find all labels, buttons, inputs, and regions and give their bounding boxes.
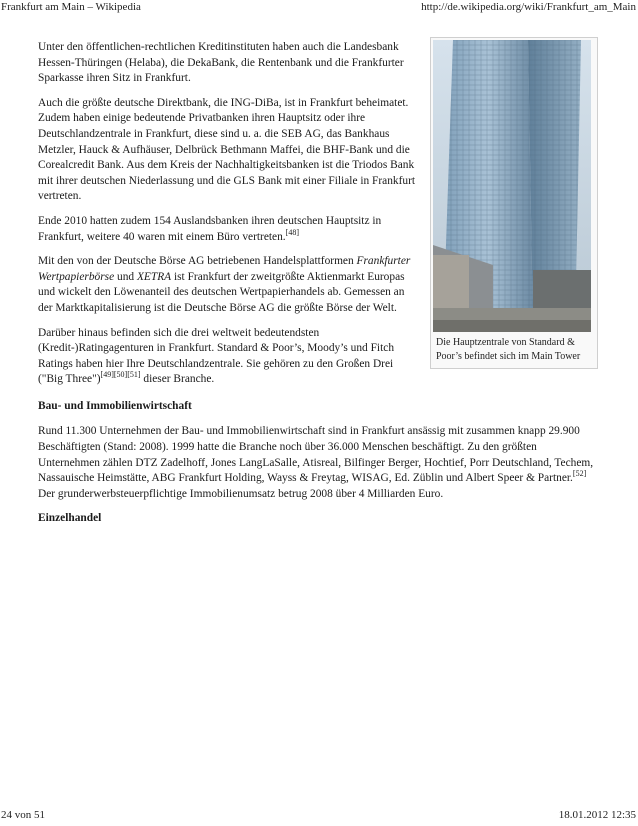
paragraph-private-banks: Auch die größte deutsche Direktbank, die ING-DiBa, ist in Frankfurt beheimatet. Zudem haben einige bedeutende Privatbanken ihren Hauptsitz oder ihre Deutschlandzentrale in Frankfurt, diese sind u. a. die SEB AG, das Bankhaus Metzler, Hauck & Aufhäuser, Delbrück Bethmann Maffei, die BHF-Bank und die Corealcredit Bank. Aus dem Kreis der Nachhaltigkeitsbanken ist die Triodos Bank mit ihrer deutschen Niederlassung und die GLS Bank mit einer Filiale in Frankfurt vertreten. bbox=[38, 96, 416, 203]
print-header bbox=[0, 0, 638, 14]
print-datetime: 18.01.2012 12:35 bbox=[558, 809, 636, 821]
page-url[interactable]: http://de.wikipedia.org/wiki/Frankfurt_am_Main bbox=[421, 1, 636, 13]
section-heading-einzelhandel: Einzelhandel bbox=[38, 512, 102, 525]
reference-link[interactable]: [52] bbox=[572, 469, 587, 479]
reference-link[interactable]: [48] bbox=[285, 227, 299, 237]
paragraph-foreign-banks: Ende 2010 hatten zudem 154 Auslandsbanken ihren deutschen Hauptsitz in Frankfurt, weitere 40 waren mit einem Büro vertreten.[48] bbox=[38, 214, 382, 243]
page-number: 24 von 51 bbox=[1, 809, 45, 821]
xetra-text: XETRA bbox=[136, 270, 172, 283]
paragraph-stock-exchange: Mit den von der Deutsche Börse AG betriebenen Handelsplattformen Frankfurter Wertpapierbörse und XETRA ist Frankfurt der zweitgrößte Aktienmarkt Europas und wickelt den Löwenanteil des deutschen Wertpapierhandels ab. Gemessen an der Marktkapitalisierung ist die Deutsche Börse AG die größte Börse der Welt. bbox=[38, 255, 411, 314]
reference-link[interactable]: [49][50][51] bbox=[100, 370, 141, 380]
paragraph-public-banks: Unter den öffentlichen-rechtlichen Kreditinstituten haben auch die Landesbank Hessen-Thüringen (Helaba), die DekaBank, die Rentenbank und die Frankfurter Sparkasse ihren Sitz in Frankfurt. bbox=[38, 41, 404, 85]
section-heading-bau: Bau- und Immobilienwirtschaft bbox=[38, 399, 192, 412]
paragraph-construction: Rund 11.300 Unternehmen der Bau- und Immobilienwirtschaft sind in Frankfurt ansässig mit zusammen knapp 29.900 Beschäftigten (Stand: 2008). 1999 hatte die Branche noch über 36.000 Menschen beschäftigt. Zu den größten Unternehmen zählen DTZ Zadelhoff, Jones LangLaSalle, Atisreal, Bilfinger Berger, Hochtief, Porr Deutschland, Techem, Nassauische Heimstätte, ABG Frankfurt Holding, Wayss & Freytag, WISAG, Ed. Züblin und Albert Speer & Partner.[52] Der grunderwerbsteuerpflichtige Immobilienumsatz betrug 2008 über 4 Milliarden Euro. bbox=[38, 425, 594, 500]
skyscraper-photo bbox=[433, 40, 591, 332]
article-content bbox=[38, 40, 598, 537]
thumbnail-figure bbox=[430, 37, 598, 369]
paragraph-rating-agencies: Darüber hinaus befinden sich die drei weltweit bedeutendsten (Kredit-)Ratingagenturen in Frankfurt. Standard & Poor’s, Moody’s und Fitch Ratings haben hier Ihre Deutschlandzentrale. Sie gehören zu den Großen Drei ("Big Three")[49][50][51] dieser Branche. bbox=[38, 326, 395, 386]
frankfurter-wertpapierboerse-text: Frankfurter Wertpapierbörse bbox=[38, 255, 411, 283]
figure-caption: Die Hauptzentrale von Standard & Poor’s befindet sich im Main Tower bbox=[436, 337, 581, 362]
print-footer bbox=[0, 808, 638, 822]
main-tower-image[interactable] bbox=[433, 40, 591, 332]
page-title: Frankfurt am Main – Wikipedia bbox=[1, 1, 141, 13]
